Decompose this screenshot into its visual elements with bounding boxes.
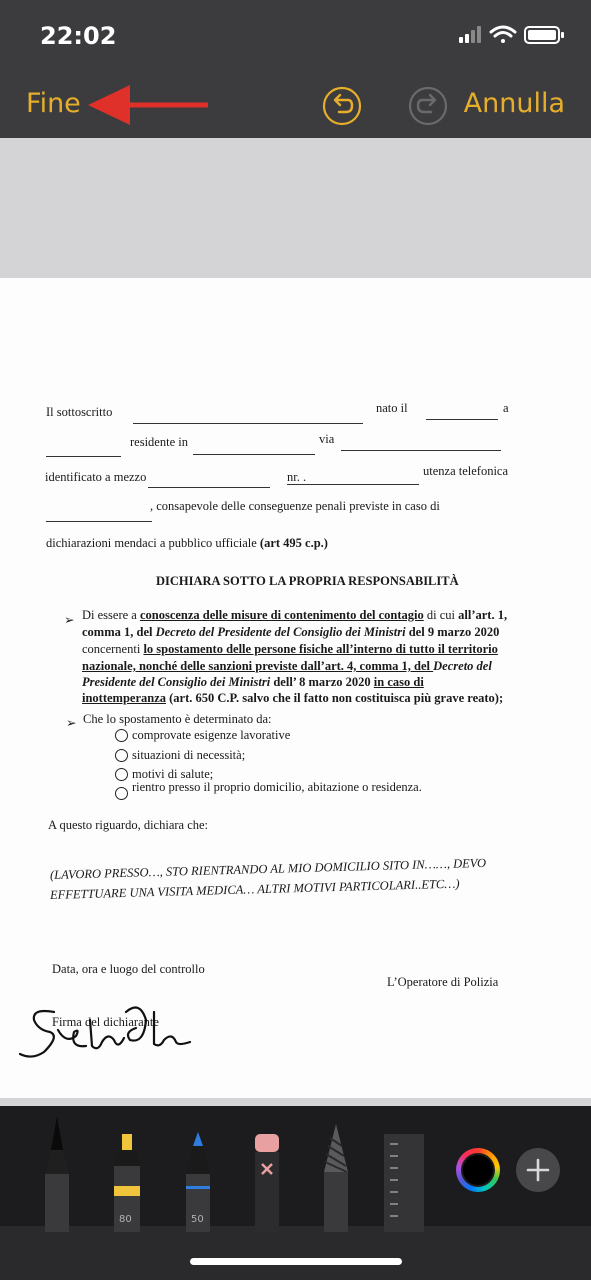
text-art-495: (art 495 c.p.): [259, 536, 328, 550]
option-salute: motivi di salute;: [132, 767, 214, 781]
tool-tray: [0, 1226, 591, 1280]
p3-text-b: lo spostamento delle persone fisiche all’interno di tutto il territorio: [143, 642, 498, 656]
label-sottoscritto: Il sottoscritto: [46, 405, 113, 419]
example-line1: (LAVORO PRESSO…, STO RIENTRANDO AL MIO DOMICILIO SITO IN……, DEVO: [49, 855, 487, 882]
p4-text-a: nazionale, nonché delle sanzioni previste dall’art. 4, comma 1, del: [82, 659, 434, 673]
blank-document: [148, 487, 270, 488]
bullet-arrow-icon: ➢: [66, 716, 77, 730]
eraser-tool[interactable]: [252, 1134, 282, 1232]
para1-line2: [82, 625, 499, 640]
text-dichiarazioni: dichiarazioni mendaci a pubblico ufficiale: [46, 536, 260, 550]
label-nr: nr. .: [287, 470, 307, 484]
p2-text-b: Decreto del Presidente del Consiglio dei Ministri: [155, 625, 406, 639]
p1-text-a: Di essere a: [82, 608, 140, 622]
para1-line6: [82, 691, 503, 706]
label-firma: Firma del dichiarante: [52, 1015, 159, 1029]
blank-number: [287, 484, 419, 485]
document-page[interactable]: [0, 278, 591, 1098]
p2-text-c: del 9 marzo 2020: [405, 625, 500, 639]
marker-opacity-label: 80: [119, 1214, 132, 1225]
battery-icon: [525, 27, 564, 43]
wifi-icon: [491, 27, 515, 43]
option-rientro: rientro presso il proprio domicilio, abitazione o residenza.: [132, 780, 422, 794]
ruler-tool[interactable]: [384, 1134, 424, 1232]
label-consapevole: , consapevole delle conseguenze penali previste in caso di: [150, 499, 440, 513]
signal-icon: [459, 26, 481, 43]
declaration-heading: DICHIARA SOTTO LA PROPRIA RESPONSABILITÀ: [156, 574, 459, 588]
cancel-button[interactable]: Annulla: [463, 88, 565, 119]
canvas-background-bottom: [0, 1098, 591, 1106]
label-a: a: [503, 401, 509, 415]
blank-birthdate: [426, 419, 498, 420]
example-line2: EFFETTUARE UNA VISITA MEDICA… ALTRI MOTIVI PARTICOLARI..ETC…): [49, 876, 460, 902]
undo-icon[interactable]: [322, 86, 362, 126]
home-indicator[interactable]: [190, 1258, 402, 1265]
selected-color-swatch: [461, 1153, 495, 1187]
option-circle-rientro[interactable]: [115, 787, 128, 800]
blank-phone: [46, 521, 152, 522]
redo-icon[interactable]: [408, 86, 448, 126]
top-bar: [0, 0, 591, 138]
label-riguardo: A questo riguardo, dichiara che:: [48, 818, 209, 832]
option-lavoro: comprovate esigenze lavorative: [132, 728, 291, 742]
status-icons: [459, 24, 569, 51]
bullet-arrow-icon: ➢: [64, 613, 75, 627]
label-residente: residente in: [130, 435, 188, 449]
done-button[interactable]: Fine: [26, 88, 81, 119]
pencil-opacity-label: 50: [191, 1214, 204, 1225]
option-circle-lavoro[interactable]: [115, 729, 128, 742]
p3-text-a: concernenti: [82, 642, 144, 656]
label-dichiarazioni: [46, 536, 328, 551]
p1-text-d: all’art. 1,: [458, 608, 508, 622]
status-time: 22:02: [40, 22, 117, 50]
p2-text-a: comma 1, del: [82, 625, 156, 639]
p5-text-a: Presidente del Consiglio dei Ministri: [82, 675, 271, 689]
pen-tool[interactable]: [42, 1116, 72, 1232]
plus-icon: [516, 1148, 560, 1192]
label-data-luogo: Data, ora e luogo del controllo: [52, 962, 205, 976]
blank-city: [193, 454, 315, 455]
para1-line5: [82, 675, 424, 690]
canvas-background: [0, 138, 591, 278]
label-identificato: identificato a mezzo: [45, 470, 147, 484]
para2-intro: Che lo spostamento è determinato da:: [83, 712, 272, 726]
p6-text-b: (art. 650 C.P. salvo che il fatto non costituisca più grave reato);: [166, 691, 504, 705]
label-nato: nato il: [376, 401, 408, 415]
p1-text-c: di cui: [423, 608, 459, 622]
p6-text-a: inottemperanza: [82, 691, 167, 705]
para1-line4: [82, 659, 492, 674]
blank-street: [341, 450, 501, 451]
label-operatore: L’Operatore di Polizia: [387, 975, 499, 989]
add-button[interactable]: [516, 1148, 560, 1192]
option-circle-salute[interactable]: [115, 768, 128, 781]
p5-text-c: in caso di: [373, 675, 424, 689]
label-via: via: [319, 432, 335, 446]
label-utenza: utenza telefonica: [423, 464, 509, 478]
red-arrow-annotation: [88, 83, 212, 127]
lasso-tool[interactable]: [320, 1124, 352, 1232]
handwritten-signature: [14, 990, 194, 1070]
p4-text-b: Decreto del: [433, 659, 492, 673]
markup-toolbar: [0, 1106, 591, 1280]
blank-birthplace: [46, 456, 121, 457]
p1-text-b: conoscenza delle misure di contenimento del contagio: [139, 608, 424, 622]
blank-name: [133, 423, 363, 424]
p5-text-b: dell’ 8 marzo 2020: [270, 675, 374, 689]
option-circle-necessita[interactable]: [115, 749, 128, 762]
para1-line3: [82, 642, 498, 657]
para1-line1: [82, 608, 507, 623]
option-necessita: situazioni di necessità;: [132, 748, 246, 762]
